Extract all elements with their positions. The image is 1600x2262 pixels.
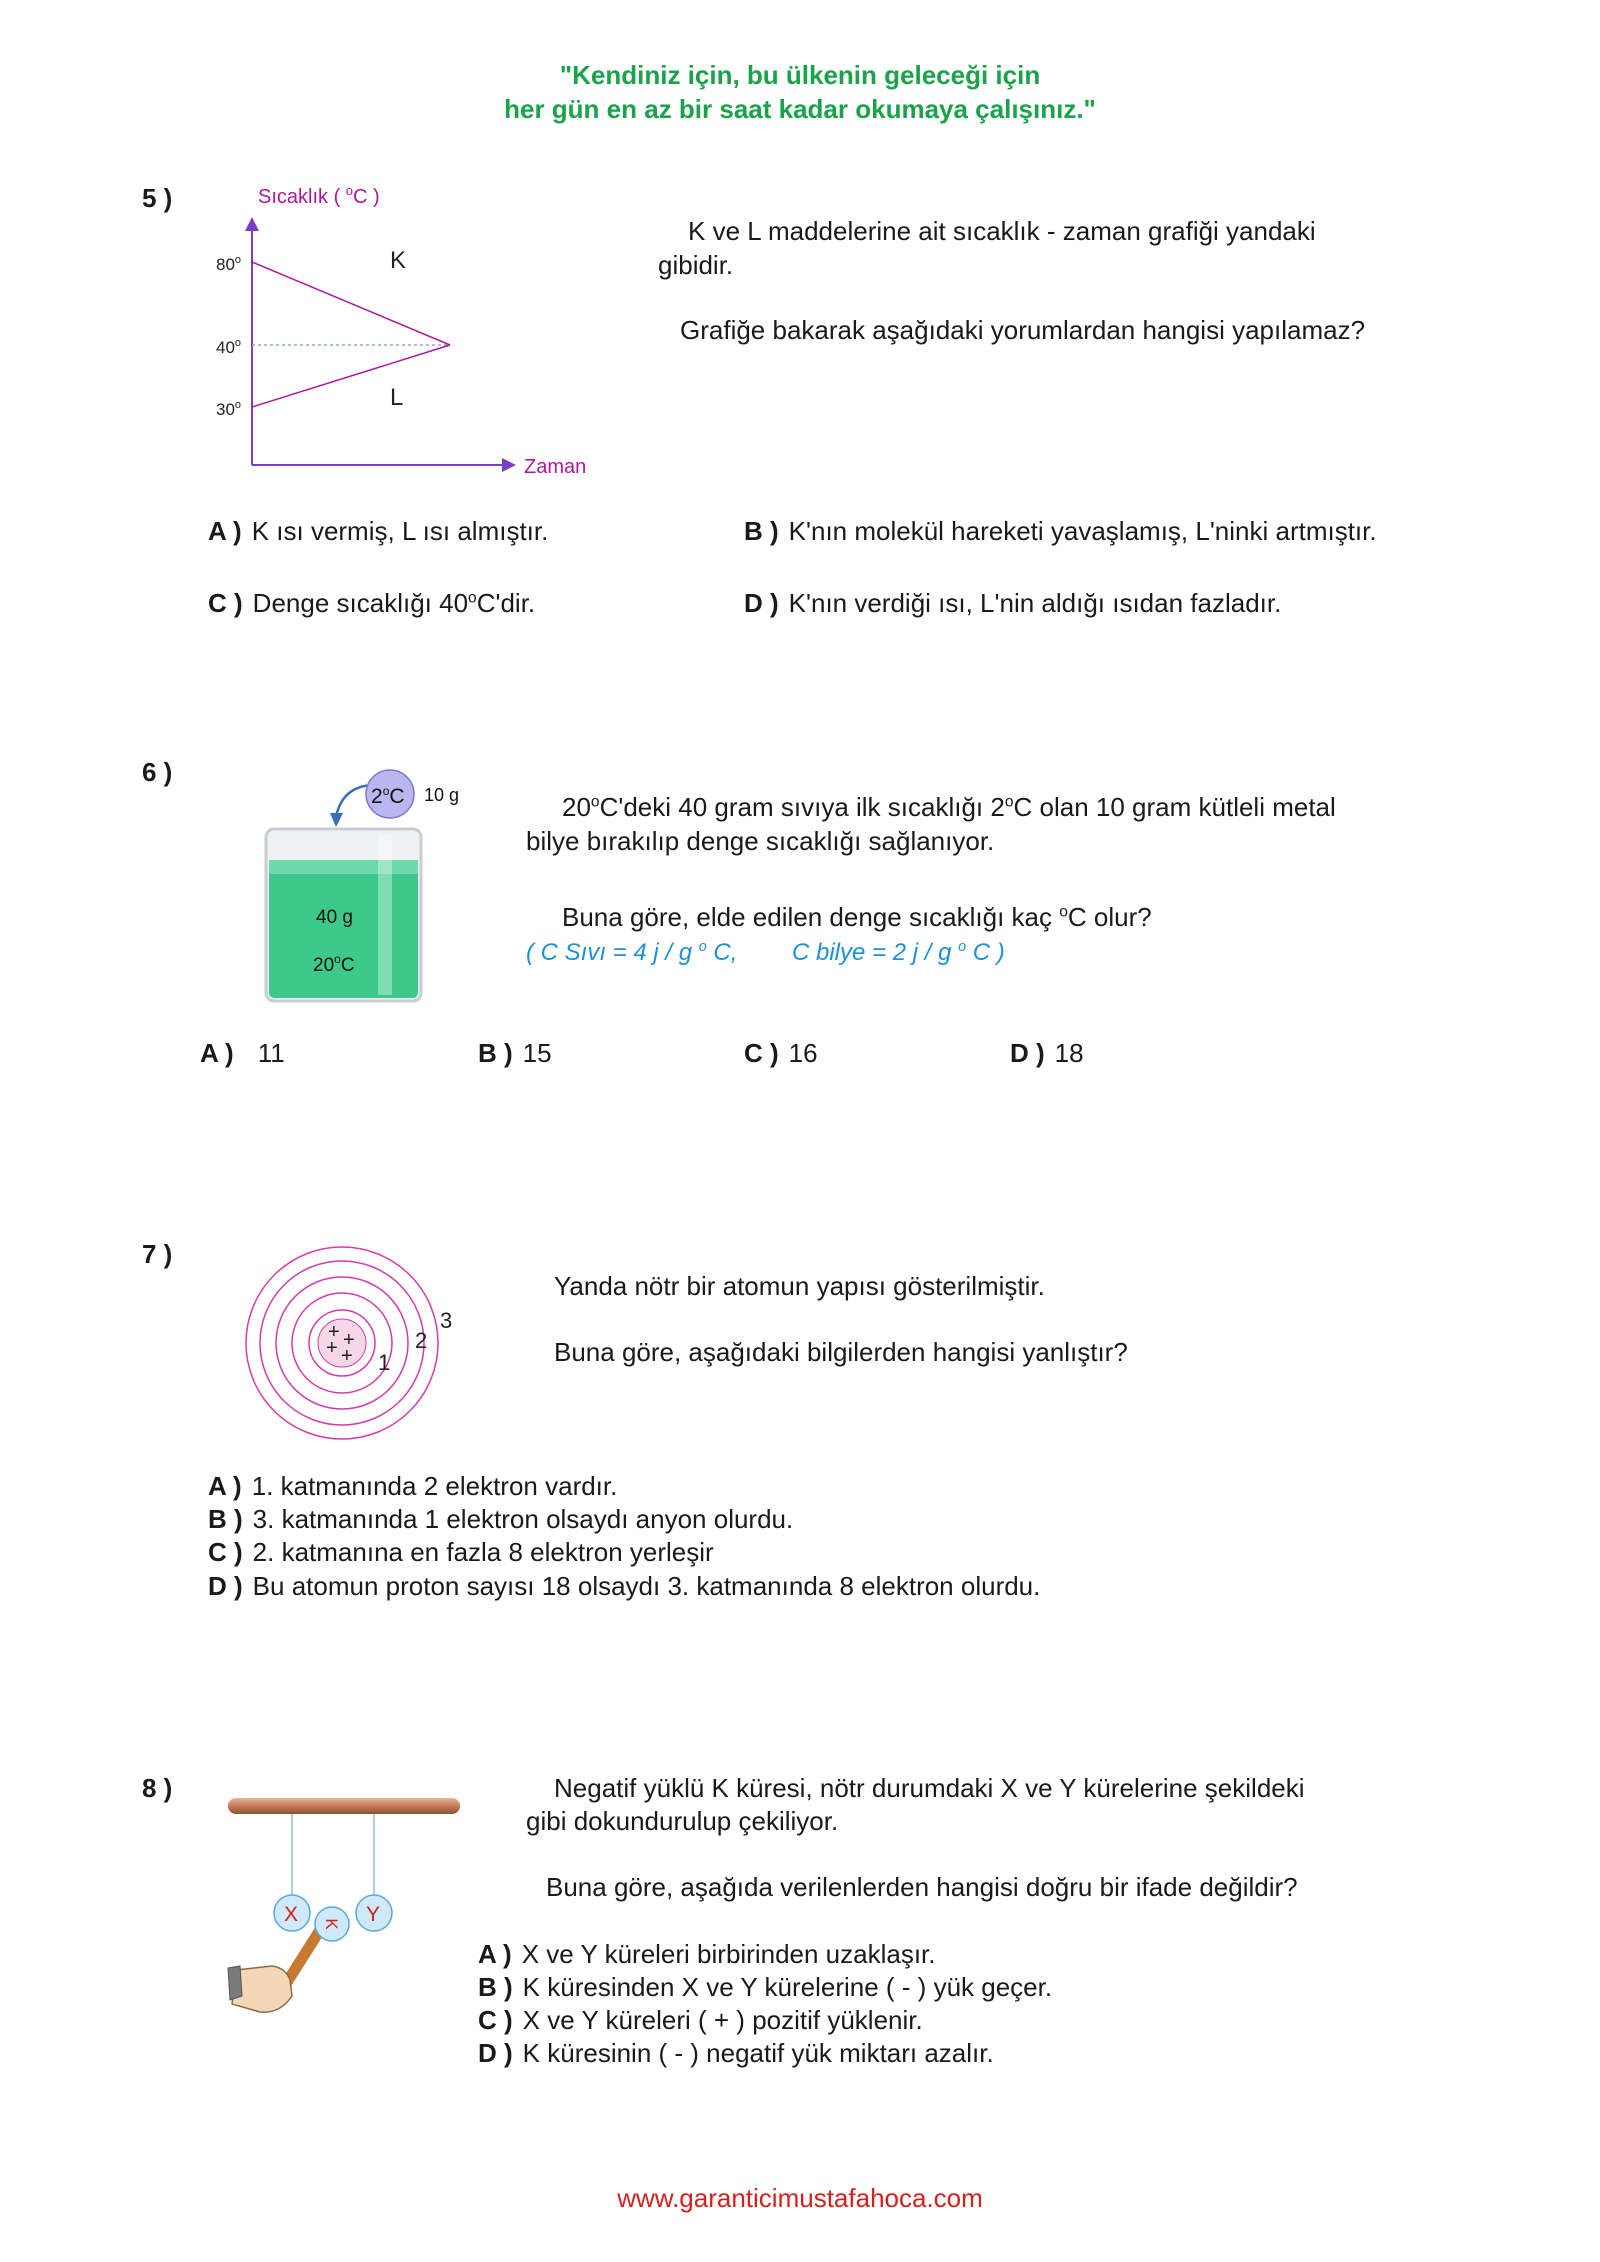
q5-option-c[interactable]: C ) Denge sıcaklığı 40$^o$C'dir. bbox=[208, 588, 536, 618]
q6-specific-heat-ball: C bilye = 2 j / g $^o$ C ) bbox=[792, 939, 1005, 966]
graph-label-k: K bbox=[390, 247, 407, 274]
question-5-number: 5 ) bbox=[142, 183, 173, 213]
graph-line-l bbox=[252, 345, 450, 407]
graph-label-l: L bbox=[390, 384, 404, 411]
electroscope-figure bbox=[220, 1790, 480, 2030]
q6-question: Buna göre, elde edilen denge sıcaklığı kaç $^o$C olur? bbox=[562, 902, 1152, 932]
q6-text-line-1: 20$^o$C'deki 40 gram sıvıya ilk sıcaklığı 2$^o$C olan 10 gram kütleli metal bbox=[562, 792, 1336, 822]
tick-80: 80$^o$ bbox=[216, 254, 242, 274]
svg-text:+: + bbox=[328, 1321, 340, 1343]
ball-mass: 10 g bbox=[424, 785, 460, 805]
q7-text-1: Yanda nötr bir atomun yapısı gösterilmiştir. bbox=[554, 1271, 1045, 1301]
q8-text-line-1: Negatif yüklü K küresi, nötr durumdaki X ve Y kürelerine şekildeki bbox=[554, 1773, 1305, 1803]
q6-option-a[interactable]: A ) 11 bbox=[200, 1038, 285, 1068]
x-axis-arrow-icon bbox=[502, 458, 516, 472]
graph-y-label: Sıcaklık ( $^o$C ) bbox=[258, 183, 380, 208]
suspension-rod bbox=[228, 1798, 460, 1814]
q8-option-a[interactable]: A ) X ve Y küreleri birbirinden uzaklaşır. bbox=[478, 1939, 936, 1969]
liquid-temp: 20$^o$C bbox=[313, 952, 355, 976]
svg-text:+: + bbox=[343, 1329, 355, 1351]
footer-url[interactable]: www.garanticimustafahoca.com bbox=[617, 2183, 983, 2213]
tick-30: 30$^o$ bbox=[216, 399, 242, 419]
shell-label-2: 2 bbox=[415, 1328, 428, 1353]
q7-option-b[interactable]: B ) 3. katmanında 1 elektron olsaydı anyon olurdu. bbox=[208, 1504, 794, 1534]
q6-option-b[interactable]: B ) 15 bbox=[478, 1038, 552, 1068]
shell-label-3: 3 bbox=[440, 1308, 453, 1333]
q7-option-a[interactable]: A ) 1. katmanında 2 elektron vardır. bbox=[208, 1471, 618, 1501]
q5-option-a[interactable]: A ) K ısı vermiş, L ısı almıştır. bbox=[208, 516, 549, 546]
svg-text:K: K bbox=[322, 1918, 341, 1930]
liquid bbox=[269, 860, 418, 998]
q8-text-line-2: gibi dokundurulup çekiliyor. bbox=[526, 1806, 839, 1836]
q5-option-d[interactable]: D ) K'nın verdiği ısı, L'nin aldığı ısıdan fazladır. bbox=[744, 588, 1282, 618]
beaker-figure bbox=[250, 765, 480, 1010]
q8-option-c[interactable]: C ) X ve Y küreleri ( + ) pozitif yüklenir. bbox=[478, 2005, 923, 2035]
question-8-number: 8 ) bbox=[142, 1773, 173, 1803]
q5-option-b[interactable]: B ) K'nın molekül hareketi yavaşlamış, L'ninki artmıştır. bbox=[744, 516, 1377, 546]
graph-line-k bbox=[252, 262, 450, 345]
ball-temp: 2$^o$C bbox=[371, 784, 405, 808]
q5-text-line-2: gibidir. bbox=[658, 250, 734, 280]
svg-text:Y: Y bbox=[366, 1903, 381, 1926]
q7-question: Buna göre, aşağıdaki bilgilerden hangisi yanlıştır? bbox=[554, 1337, 1128, 1367]
q8-option-b[interactable]: B ) K küresinden X ve Y kürelerine ( - ) yük geçer. bbox=[478, 1972, 1053, 2002]
motto-line-2: her gün en az bir saat kadar okumaya çalışınız." bbox=[504, 94, 1096, 124]
svg-text:+: + bbox=[326, 1337, 338, 1359]
question-6-number: 6 ) bbox=[142, 757, 173, 787]
shell-label-1: 1 bbox=[378, 1350, 391, 1375]
q5-text-line-1: K ve L maddelerine ait sıcaklık - zaman grafiği yandaki bbox=[688, 216, 1316, 246]
drop-arrow-head-icon bbox=[330, 813, 343, 827]
q8-option-d[interactable]: D ) K küresinin ( - ) negatif yük miktarı azalır. bbox=[478, 2038, 994, 2068]
q5-question: Grafiğe bakarak aşağıdaki yorumlardan hangisi yapılamaz? bbox=[680, 315, 1366, 345]
q6-text-line-2: bilye bırakılıp denge sıcaklığı sağlanıyor. bbox=[526, 826, 995, 856]
q6-option-d[interactable]: D ) 18 bbox=[1010, 1038, 1084, 1068]
motto-line-1: "Kendiniz için, bu ülkenin geleceği için bbox=[559, 60, 1041, 90]
svg-text:+: + bbox=[341, 1345, 353, 1367]
tick-40: 40$^o$ bbox=[216, 337, 242, 357]
q7-option-c[interactable]: C ) 2. katmanına en fazla 8 elektron yerleşir bbox=[208, 1537, 714, 1567]
q7-option-d[interactable]: D ) Bu atomun proton sayısı 18 olsaydı 3. katmanında 8 elektron olurdu. bbox=[208, 1571, 1041, 1601]
temperature-time-graph bbox=[200, 175, 620, 485]
graph-x-label: Zaman bbox=[524, 456, 587, 478]
y-axis-arrow-icon bbox=[245, 217, 259, 231]
q6-option-c[interactable]: C ) 16 bbox=[744, 1038, 818, 1068]
q8-question: Buna göre, aşağıda verilenlerden hangisi doğru bir ifade değildir? bbox=[546, 1872, 1298, 1902]
q6-specific-heat-liquid: ( C Sıvı = 4 j / g $^o$ C, bbox=[526, 939, 738, 966]
question-7-number: 7 ) bbox=[142, 1239, 173, 1269]
svg-text:X: X bbox=[284, 1903, 299, 1926]
liquid-mass: 40 g bbox=[316, 907, 353, 928]
atom-model-figure bbox=[230, 1235, 470, 1455]
